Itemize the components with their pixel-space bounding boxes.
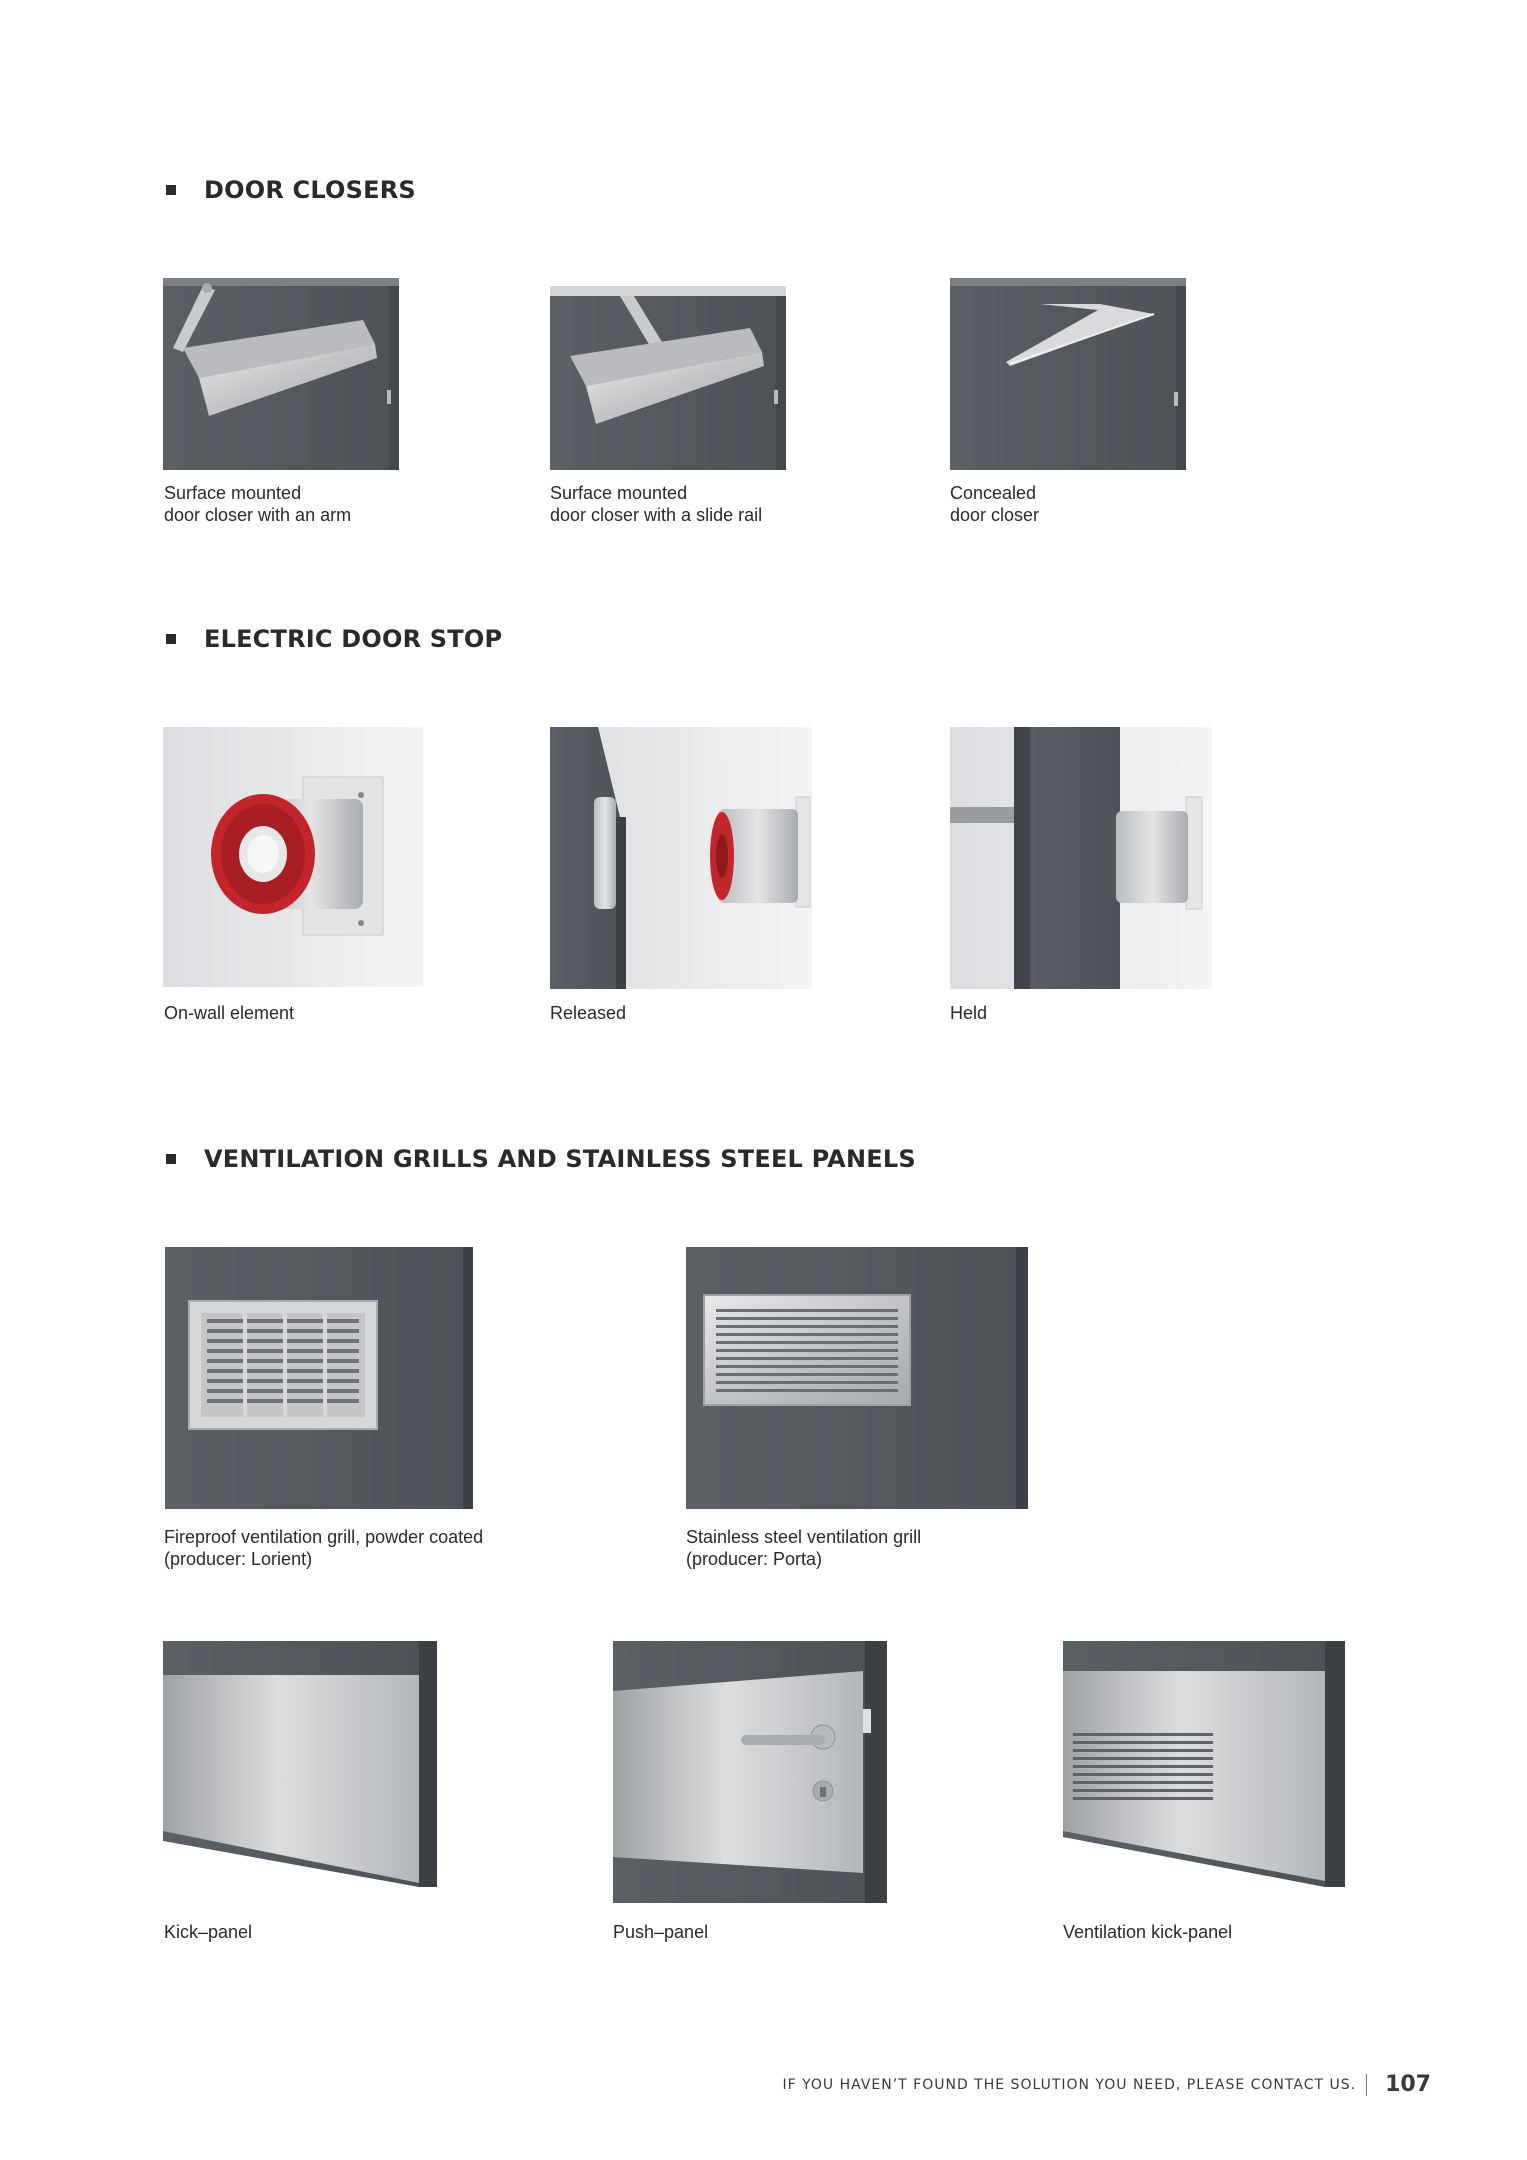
caption-line: door closer with an arm xyxy=(164,505,352,525)
caption-line: Push–panel xyxy=(613,1922,709,1942)
caption-line: Ventilation kick-panel xyxy=(1063,1922,1233,1942)
page-number: 107 xyxy=(1385,2072,1431,2097)
section-title-electric-door-stop xyxy=(166,625,502,653)
caption-line: (producer: Porta) xyxy=(686,1549,823,1569)
released-door-stop-image xyxy=(550,727,812,989)
caption-line: Fireproof ventilation grill, powder coated xyxy=(164,1527,484,1547)
stainless-grill-caption xyxy=(686,1526,921,1570)
door-closer-slide-rail-image xyxy=(550,286,786,470)
on-wall-element-caption xyxy=(164,1002,294,1024)
released-caption xyxy=(550,1002,626,1024)
push-panel-caption xyxy=(613,1921,708,1943)
section-title-text: DOOR CLOSERS xyxy=(204,176,416,204)
door-closer-arm-image xyxy=(163,278,399,470)
caption-line: Stainless steel ventilation grill xyxy=(686,1527,922,1547)
door-closer-arm-caption xyxy=(164,482,351,526)
ventilation-kick-panel-caption xyxy=(1063,1921,1232,1943)
stainless-ventilation-grill-image xyxy=(686,1247,1028,1509)
square-bullet-icon xyxy=(166,1154,176,1164)
concealed-door-closer-image xyxy=(950,278,1186,470)
caption-line: Concealed xyxy=(950,483,1037,503)
kick-panel-caption xyxy=(164,1921,252,1943)
section-title-text: VENTILATION GRILLS AND STAINLESS STEEL PANELS xyxy=(204,1145,916,1173)
concealed-door-closer-caption xyxy=(950,482,1039,526)
fireproof-ventilation-grill-image xyxy=(165,1247,473,1509)
square-bullet-icon xyxy=(166,634,176,644)
footer-contact-text: IF YOU HAVEN’T FOUND THE SOLUTION YOU NEED, PLEASE CONTACT US. xyxy=(782,2076,1357,2093)
caption-line: Held xyxy=(950,1003,988,1023)
square-bullet-icon xyxy=(166,185,176,195)
caption-line: door closer with a slide rail xyxy=(550,505,763,525)
caption-line: On-wall element xyxy=(164,1003,295,1023)
push-panel-image xyxy=(613,1641,887,1903)
section-title-ventilation xyxy=(166,1145,916,1173)
footer-divider xyxy=(1366,2074,1367,2096)
caption-line: (producer: Lorient) xyxy=(164,1549,313,1569)
on-wall-element-image xyxy=(163,727,423,987)
held-caption xyxy=(950,1002,987,1024)
page-footer xyxy=(782,2072,1431,2097)
kick-panel-image xyxy=(163,1641,441,1887)
caption-line: Surface mounted xyxy=(550,483,688,503)
caption-line: Released xyxy=(550,1003,627,1023)
ventilation-kick-panel-image xyxy=(1063,1641,1349,1887)
door-closer-slide-rail-caption xyxy=(550,482,762,526)
caption-line: Surface mounted xyxy=(164,483,302,503)
caption-line: Kick–panel xyxy=(164,1922,253,1942)
held-door-stop-image xyxy=(950,727,1212,989)
section-title-door-closers xyxy=(166,176,416,204)
caption-line: door closer xyxy=(950,505,1040,525)
fireproof-grill-caption xyxy=(164,1526,483,1570)
section-title-text: ELECTRIC DOOR STOP xyxy=(204,625,503,653)
